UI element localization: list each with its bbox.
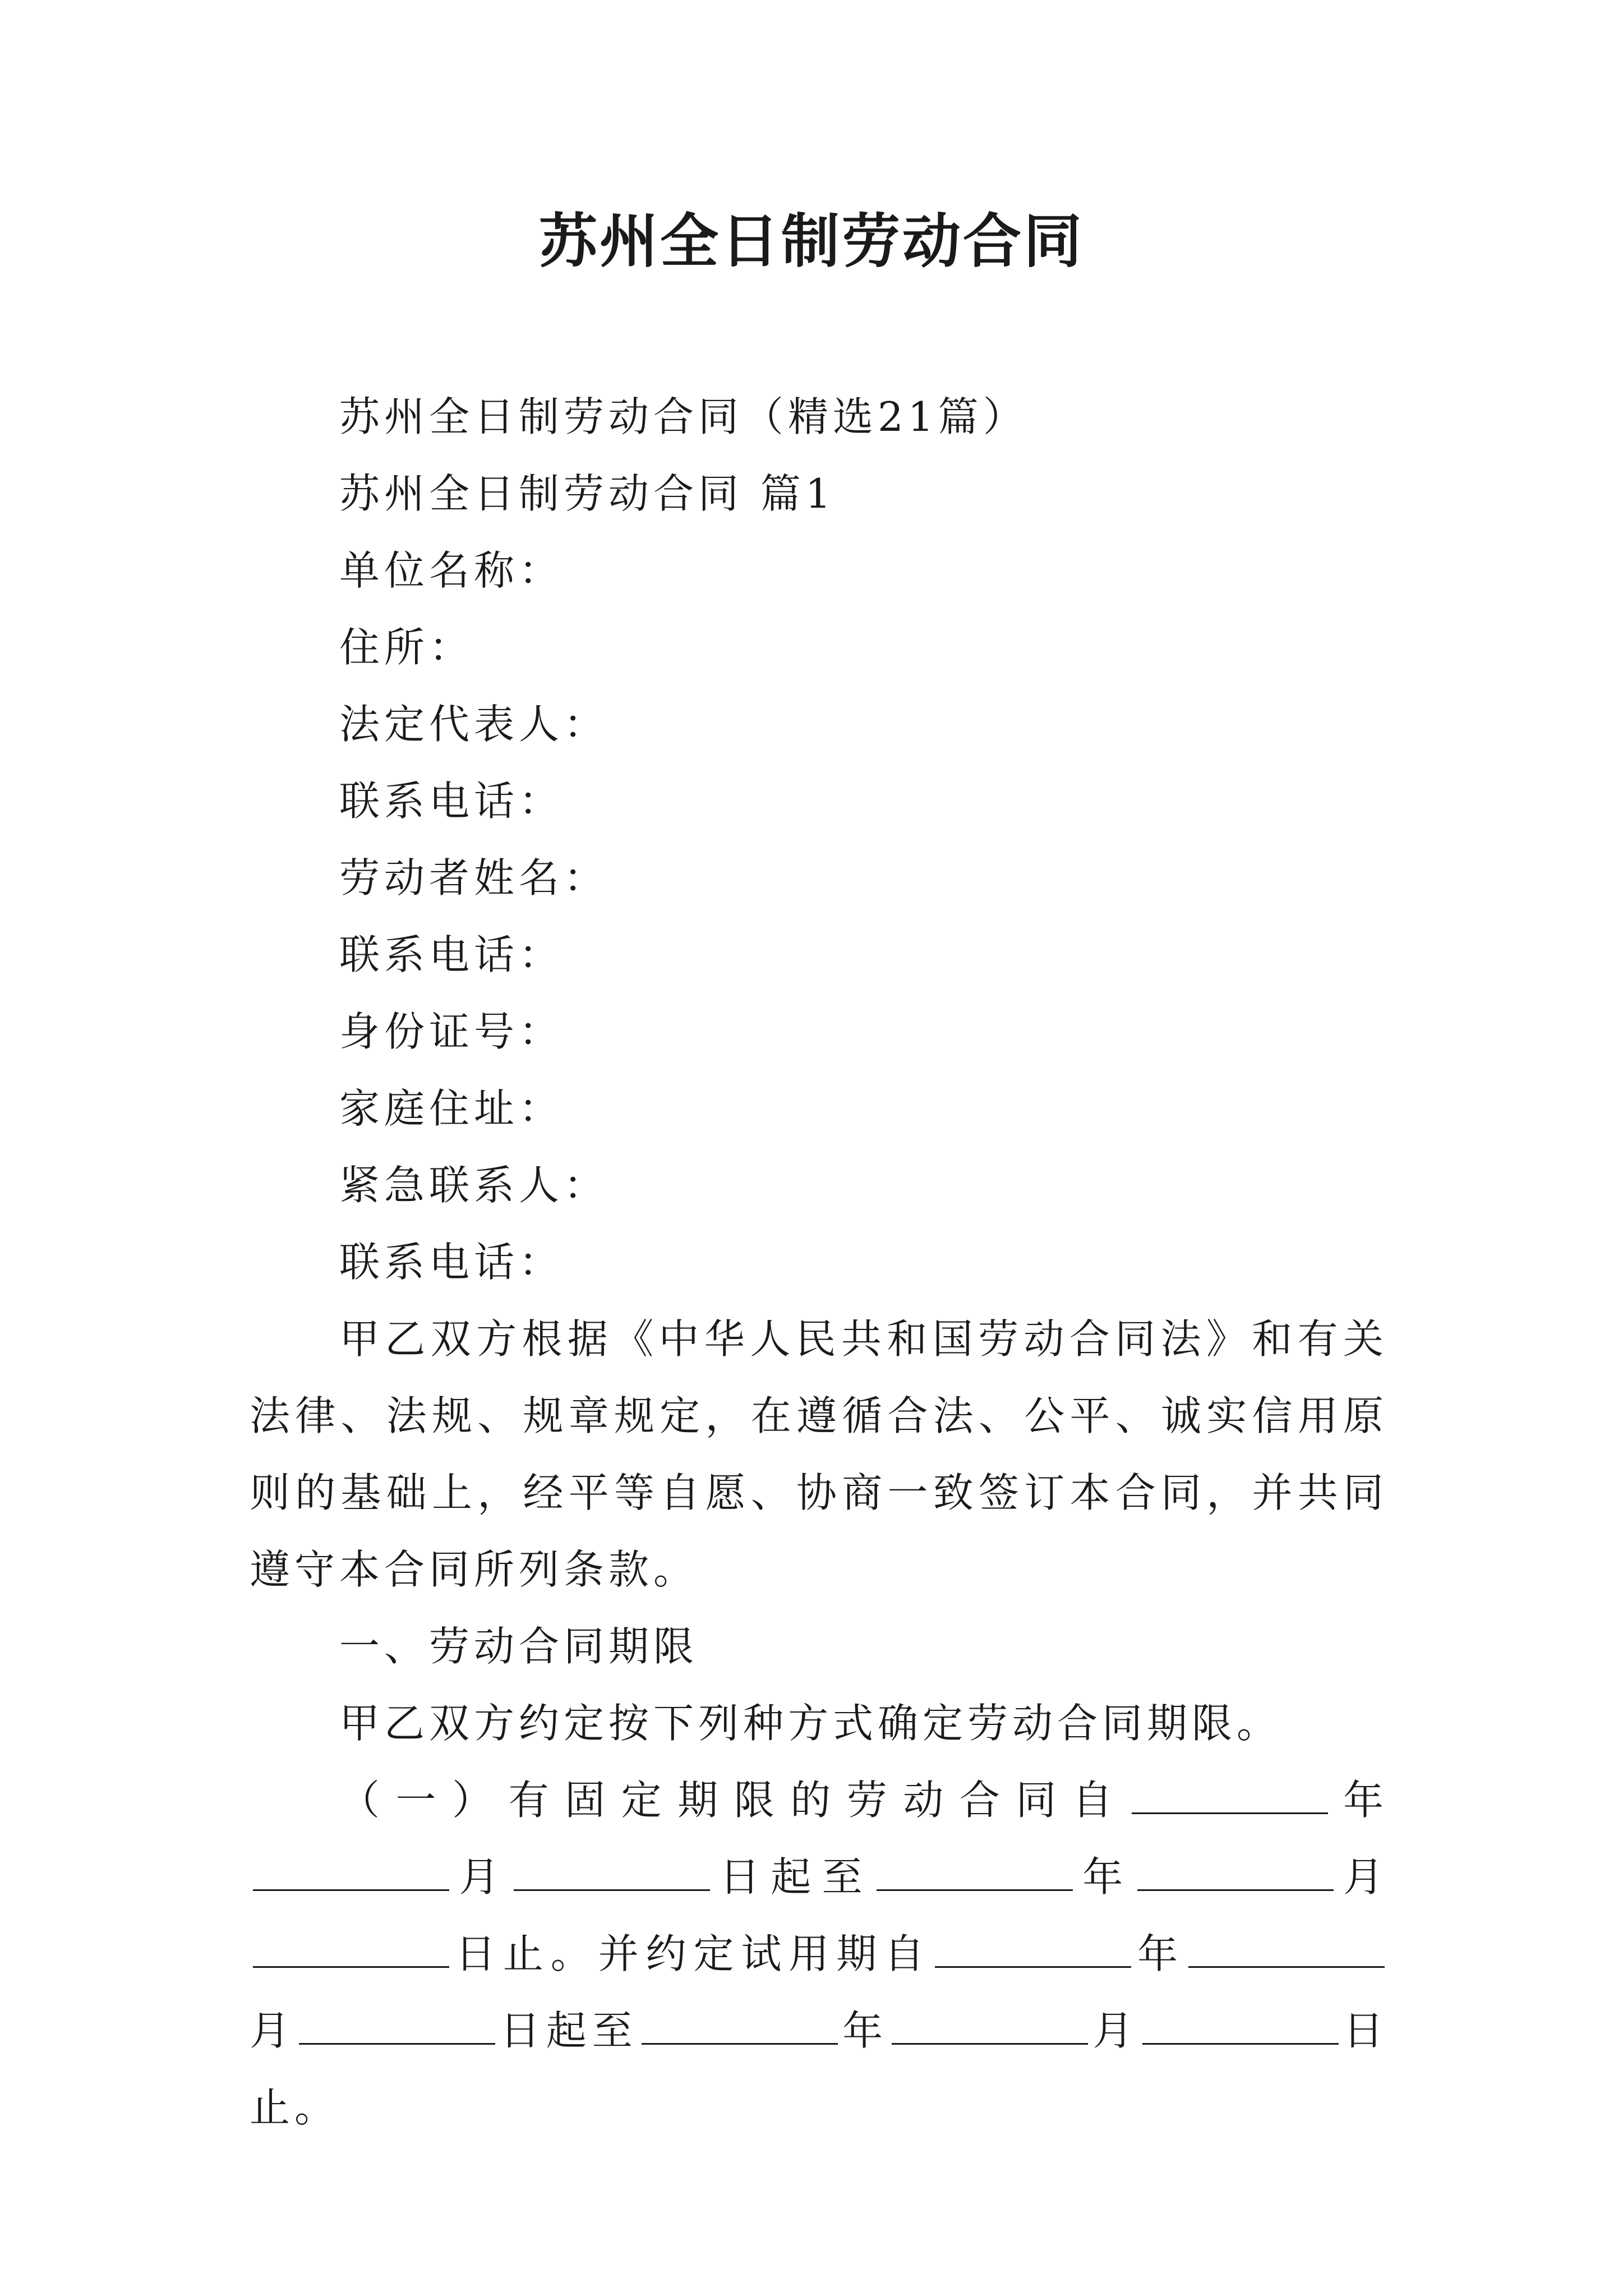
field-emergency-phone: 联系电话： — [339, 1239, 564, 1286]
field-address: 住所： — [339, 624, 474, 671]
field-employee-name: 劳动者姓名： — [339, 854, 609, 901]
document-subtitle: 苏州全日制劳动合同（精选21篇） — [339, 393, 1028, 440]
label-day-end: 日止。 — [453, 1930, 598, 1977]
blank-trial-end-month[interactable] — [892, 2042, 1088, 2045]
field-id-number: 身份证号： — [339, 1008, 564, 1055]
label-year: 年 — [1331, 1777, 1388, 1824]
blank-start-month[interactable] — [253, 1889, 449, 1891]
label-month: 月 — [1336, 1853, 1388, 1901]
label-day-from: 日起至 — [713, 1853, 873, 1901]
document-title: 苏州全日制劳动合同 — [538, 207, 1084, 275]
field-employer-phone: 联系电话： — [339, 777, 564, 825]
intro-paragraph: 甲乙双方根据《中华人民共和国劳动合同法》和有关法律、法规、规章规定，在遵循合法、公平、诚实信用原则的基础上，经平等自愿、协商一致签订本合同，并共同遵守本合同所列条款。 — [250, 1315, 1388, 1593]
field-emergency-contact: 紧急联系人： — [339, 1162, 609, 1209]
label-year: 年 — [841, 2007, 889, 2054]
trial-prefix: 并约定试用期自 — [598, 1930, 932, 1977]
label-year: 年 — [1076, 1853, 1134, 1901]
field-employer-name: 单位名称： — [339, 547, 564, 594]
blank-end-month[interactable] — [1137, 1889, 1334, 1891]
field-employee-phone: 联系电话： — [339, 931, 564, 978]
field-legal-representative: 法定代表人： — [339, 701, 609, 748]
blank-trial-end-year[interactable] — [642, 2042, 838, 2045]
blank-trial-end-day[interactable] — [1142, 2042, 1339, 2045]
label-day-from: 日起至 — [499, 2007, 638, 2054]
blank-end-year[interactable] — [877, 1889, 1073, 1891]
document-body — [250, 379, 1388, 2146]
section-heading: 苏州全日制劳动合同 篇1 — [339, 470, 836, 517]
label-month: 月 — [453, 1853, 510, 1901]
clause-one-heading: 一、劳动合同期限 — [339, 1623, 699, 1670]
blank-trial-start-month[interactable] — [1188, 1966, 1385, 1968]
blank-trial-start-day[interactable] — [299, 2042, 495, 2045]
label-month: 月 — [1091, 2007, 1139, 2054]
blank-start-day[interactable] — [514, 1889, 710, 1891]
label-day-end: 日止。 — [250, 2007, 1388, 2131]
blank-start-year[interactable] — [1132, 1812, 1328, 1814]
blank-end-day[interactable] — [253, 1966, 449, 1968]
label-month: 月 — [250, 2007, 296, 2054]
clause-one-item — [250, 1762, 1388, 2146]
label-year: 年 — [1135, 1930, 1185, 1977]
blank-trial-start-year[interactable] — [935, 1966, 1131, 1968]
clause-one-intro: 甲乙双方约定按下列种方式确定劳动合同期限。 — [339, 1700, 1282, 1747]
clause-one-prefix: （一）有固定期限的劳动合同自 — [339, 1777, 1129, 1824]
field-home-address: 家庭住址： — [339, 1085, 564, 1132]
